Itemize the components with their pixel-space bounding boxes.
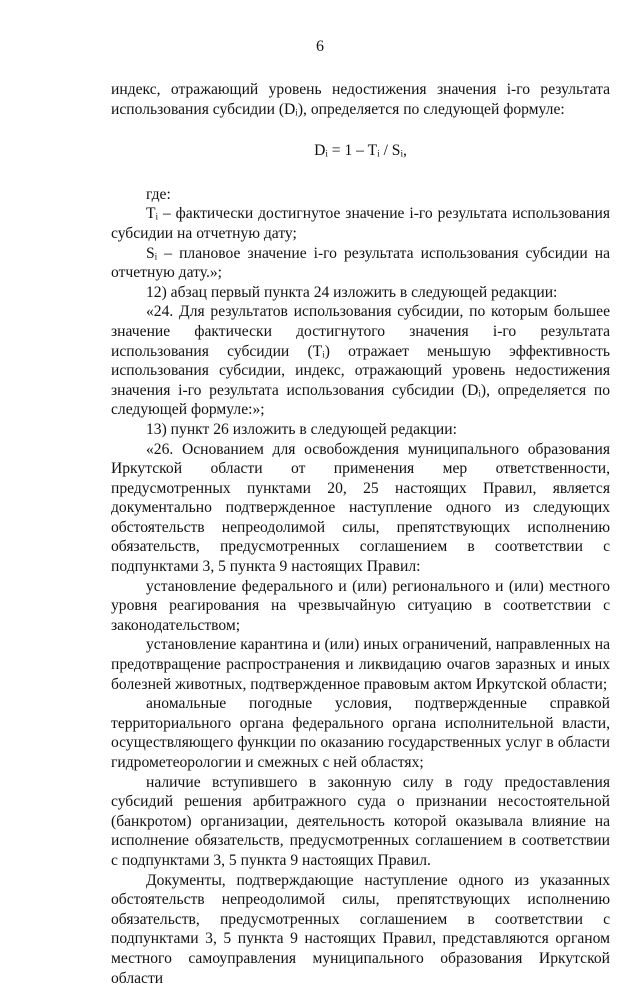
paragraph: установление карантина и (или) иных ограничений, направленных на предотвращение распространения и ликвидацию очагов заразных и иных болезней животных, подтвержденное правовым актом Иркутской области; (111, 636, 610, 693)
paragraph: «26. Основанием для освобождения муниципального образования Иркутской области от применения мер ответственности, предусмотренных пунктами 20, 25 настоящих Правил, является документально подтвержденное наступление одного из следующих обстоятельств непреодолимой силы, препятствующих исполнению обязательств, предусмотренных соглашением в соответствии с подпунктами 3, 5 пункта 9 настоящих Правил: (111, 440, 610, 576)
paragraph: наличие вступившего в законную силу в году предоставления субсидий решения арбитражного суда о признании несостоятельной (банкротом) организации, деятельность которой оказывала влияние на исполнение обязательств, предусмотренных соглашением в соответствии с подпунктами 3, 5 пункта 9 настоящих Правил. (111, 773, 610, 869)
paragraph: аномальные погодные условия, подтвержденные справкой территориального органа федерального органа исполнительной власти, осуществляющего функции по оказанию государственных услуг в области гидрометеорологии и смежных с ней областях; (111, 695, 610, 771)
paragraph: 13) пункт 26 изложить в следующей редакции: (146, 420, 457, 438)
page-number: 6 (316, 38, 324, 55)
formula: Dᵢ = 1 – Tᵢ / Sᵢ, (314, 142, 407, 160)
paragraph: «24. Для результатов использования субсидии, по которым большее значение фактически достигнутого значения i-го результата использования субсидии (Tᵢ) отражает меньшую эффективность использования субсидии, индекс, отражающий уровень недостижения значения i-го результата использования субсидии (Dᵢ), определяется по следующей формуле:»; (111, 303, 610, 419)
paragraph: Документы, подтверждающие наступление одного из указанных обстоятельств непреодолимой силы, препятствующих исполнению обязательств, предусмотренных соглашением в соответствии с подпунктами 3, 5 пункта 9 настоящих Правил, представляются органом местного самоуправления муниципального образования Иркутской области (111, 871, 610, 987)
paragraph: 12) абзац первый пункта 24 изложить в следующей редакции: (146, 283, 558, 301)
paragraph: индекс, отражающий уровень недостижения значения i-го результата использования субсидии (Dᵢ), определяется по следующей формуле: (111, 81, 610, 118)
paragraph: где: (146, 185, 171, 203)
document-body (111, 80, 610, 988)
paragraph: Tᵢ – фактически достигнутое значение i-го результата использования субсидии на отчетную дату; (111, 205, 610, 242)
paragraph: установление федерального и (или) регионального и (или) местного уровня реагирования на чрезвычайную ситуацию в соответствии с законодательством; (111, 577, 610, 634)
paragraph: Sᵢ – плановое значение i-го результата использования субсидии на отчетную дату.»; (111, 244, 610, 282)
